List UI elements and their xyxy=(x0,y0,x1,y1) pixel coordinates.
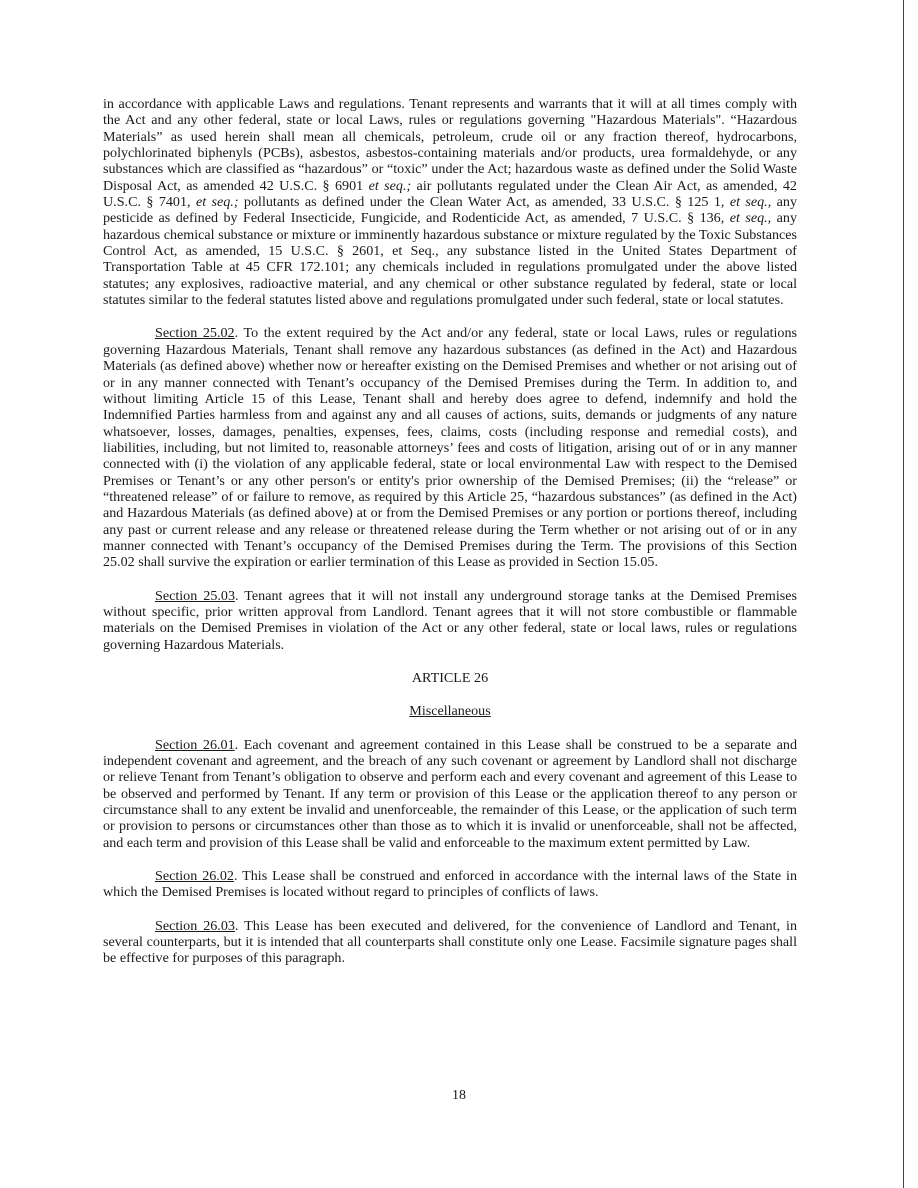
italic-text: et seq., xyxy=(729,210,772,227)
section-body: . Each covenant and agreement contained in this Lease shall be construed to be a separate and independent covenant and agreement, and the breach of any such covenant or agreement by Landlord shall not discharge or relieve Tenant from Tenant’s obligation to observe and perform each and every covenant and agreement of this Lease to be observed and performed by Tenant. If any term or provision of this Lease or the application thereof to any person or circumstance shall to any extent be invalid and unenforceable, the remainder of this Lease, or the application of such term or provision to persons or circumstances other than those as to which it is invalid or unenforceable, shall not be affected, and each term and provision of this Lease shall be valid and enforceable to the maximum extent permitted by Law. xyxy=(103,736,797,851)
section-body: . This Lease has been executed and delivered, for the convenience of Landlord and Tenant, in several counterparts, but it is intended that all counterparts shall constitute only one Lease. Facsimile signature pages shall be effective for purposes of this paragraph. xyxy=(103,917,797,967)
text: any hazardous chemical substance or mixture or imminently hazardous substance or mixture regulated by the Toxic Substances Control Act, as amended, 15 U.S.C. § 2601, et Seq., any substance listed in the United States Department of Transportation Table at 45 CFR 172.101; any chemicals included in regulations promulgated under the above listed statutes; any explosives, radioactive material, and any chemical or other substance regulated by federal, state or local statutes similar to the federal statutes listed above and regulations promulgated under such federal, state or local statutes. xyxy=(103,210,797,309)
italic-text: et seq., xyxy=(729,194,772,211)
section-body: . To the extent required by the Act and/or any federal, state or local Laws, rules or regulations governing Hazardous Materials, Tenant shall remove any hazardous substances (as defined in the Act) and Hazardous Materials (as defined above) whether now or hereafter existing on the Demised Premises and whether or not arising out of or in any manner connected with Tenant’s occupancy of the Demised Premises during the Term. In addition to, and without limiting Article 15 of this Lease, Tenant shall and hereby does agree to defend, indemnify and hold the Indemnified Parties harmless from and against any and all causes of actions, suits, demands or judgments of any nature whatsoever, losses, damages, penalties, expenses, fees, claims, costs (including response and remedial costs), and liabilities, including, but not limited to, reasonable attorneys’ fees and costs of litigation, arising out of or in any manner connected with (i) the violation of any applicable federal, state or local environmental Law with respect to the Demised Premises or Tenant’s or any other person's or entity's prior ownership of the Demised Premises; (ii) the “release” or “threatened release” of or failure to remove, as required by this Article 25, “hazardous substances” (as defined in the Act) and Hazardous Materials (as defined above) at or from the Demised Premises or any portion or portions thereof, including any past or current release and any release or threatened release during the Term whether or not arising out of or in any manner connected with Tenant’s occupancy of the Demised Premises during the Term. The provisions of this Section 25.02 shall survive the expiration or earlier termination of this Lease as provided in Section 15.05. xyxy=(103,325,797,571)
article-subtitle-text: Miscellaneous xyxy=(409,703,491,720)
italic-text: et seq.; xyxy=(195,194,239,211)
article-title: ARTICLE 26 xyxy=(411,670,489,686)
section-heading: Section 25.02 xyxy=(155,325,235,342)
document-page xyxy=(103,96,797,984)
text: air pollutants regulated under the Clean Air Act, as amended, 42 U.S.C. § 7401, xyxy=(103,177,797,211)
hazardous-materials-paragraph xyxy=(103,96,797,308)
text: any pesticide as defined by Federal Insecticide, Fungicide, and Rodenticide Act, as amended, 7 U.S.C. § 136, xyxy=(103,194,797,227)
text: pollutants as defined under the Clean Water Act, as amended, 33 U.S.C. § 125 1, xyxy=(238,194,730,211)
text: in accordance with applicable Laws and regulations. Tenant represents and warrants that it will at all times comply with the Act and any other federal, state or local Laws, rules or regulations governing "Hazardous Materials". “Hazardous Materials” as used herein shall mean all chemicals, petroleum, crude oil or any fraction thereof, hydrocarbons, polychlorinated biphenyls (PCBs), asbestos, asbestos-containing materials and/or products, urea formaldehyde, or any substances which are classified as “hazardous” or “toxic” under the Act; hazardous waste as defined under the Solid Waste Disposal Act, as amended 42 U.S.C. § 6901 xyxy=(103,96,797,194)
scan-edge-line xyxy=(903,0,904,1188)
section-26-01 xyxy=(103,737,797,851)
section-26-03 xyxy=(103,918,797,967)
section-heading: Section 26.03 xyxy=(155,917,235,934)
page-number: 18 xyxy=(452,1088,466,1103)
section-body: . This Lease shall be construed and enforced in accordance with the internal laws of the State in which the Demised Premises is located without regard to principles of conflicts of laws. xyxy=(103,868,798,901)
section-heading: Section 26.02 xyxy=(155,868,234,885)
italic-text: et seq.; xyxy=(368,177,412,194)
section-26-02 xyxy=(103,868,797,901)
section-heading: Section 25.03 xyxy=(155,587,236,604)
section-heading: Section 26.01 xyxy=(155,736,235,753)
article-subtitle xyxy=(103,703,797,719)
section-25-03 xyxy=(103,588,797,653)
section-25-02 xyxy=(103,325,797,570)
section-body: . Tenant agrees that it will not install any underground storage tanks at the Demised Premises without specific, prior written approval from Landlord. Tenant agrees that it will not store combustible or flammable materials on the Demised Premises in violation of the Act or any other federal, state or local laws, rules or regulations governing Hazardous Materials. xyxy=(103,587,798,653)
